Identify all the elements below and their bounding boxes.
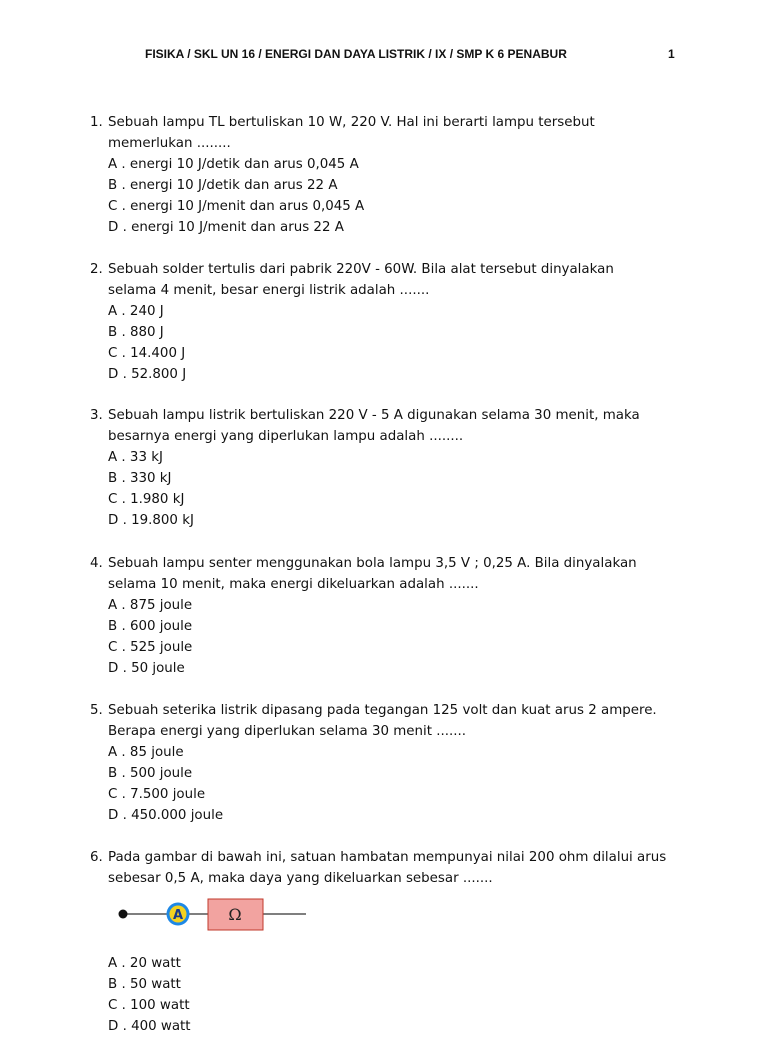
resistor-symbol: Ω — [228, 905, 242, 924]
option-d: D . 50 joule — [108, 661, 185, 676]
question-text-line-2: besarnya energi yang diperlukan lampu adalah ........ — [108, 429, 464, 444]
question-number: 2. — [90, 262, 103, 277]
question-3 — [90, 405, 678, 531]
option-a: A . 85 joule — [108, 745, 184, 760]
question-number: 1. — [90, 115, 103, 130]
option-c: C . energi 10 J/menit dan arus 0,045 A — [108, 199, 365, 214]
option-d: D . 450.000 joule — [108, 808, 224, 823]
question-text-line-1: Pada gambar di bawah ini, satuan hambatan mempunyai nilai 200 ohm dilalui arus — [108, 850, 667, 865]
page-number: 1 — [668, 47, 675, 61]
question-text-line-2: selama 4 menit, besar energi listrik adalah ....... — [108, 283, 430, 298]
question-number: 5. — [90, 703, 103, 718]
option-b: B . 880 J — [108, 325, 164, 340]
document-title: FISIKA / SKL UN 16 / ENERGI DAN DAYA LISTRIK / IX / SMP K 6 PENABUR — [145, 47, 567, 61]
question-1 — [90, 112, 678, 238]
question-number: 4. — [90, 556, 103, 571]
option-a: A . 875 joule — [108, 598, 193, 613]
option-b: B . 330 kJ — [108, 471, 172, 486]
question-stem — [90, 259, 678, 280]
option-c: C . 7.500 joule — [108, 787, 206, 802]
question-text-line-1: Sebuah solder tertulis dari pabrik 220V - 60W. Bila alat tersebut dinyalakan — [108, 262, 614, 277]
option-d: D . 52.800 J — [108, 367, 187, 382]
question-stem — [90, 700, 678, 721]
question-6 — [90, 847, 678, 889]
question-stem — [90, 553, 678, 574]
question-2 — [90, 259, 678, 385]
option-b: B . 500 joule — [108, 766, 193, 781]
question-stem — [90, 847, 678, 868]
question-number: 6. — [90, 850, 103, 865]
question-text-line-2: memerlukan ........ — [108, 136, 231, 151]
question-text-line-2: selama 10 menit, maka energi dikeluarkan adalah ....... — [108, 577, 479, 592]
option-a: A . 240 J — [108, 304, 164, 319]
question-text-line-1: Sebuah seterika listrik dipasang pada tegangan 125 volt dan kuat arus 2 ampere. — [108, 703, 657, 718]
question-6-options — [90, 953, 678, 1037]
option-a: A . 20 watt — [108, 956, 181, 971]
question-number: 3. — [90, 408, 103, 423]
option-d: D . energi 10 J/menit dan arus 22 A — [108, 220, 344, 235]
question-stem — [90, 405, 678, 426]
question-stem — [90, 112, 678, 133]
question-text-line-2: sebesar 0,5 A, maka daya yang dikeluarkan sebesar ....... — [108, 871, 493, 886]
question-text-line-1: Sebuah lampu senter menggunakan bola lampu 3,5 V ; 0,25 A. Bila dinyalakan — [108, 556, 637, 571]
option-a: A . energi 10 J/detik dan arus 0,045 A — [108, 157, 359, 172]
option-c: C . 1.980 kJ — [108, 492, 185, 507]
option-d: D . 19.800 kJ — [108, 513, 194, 528]
terminal-dot — [119, 910, 128, 919]
ammeter-symbol: A — [172, 908, 184, 923]
option-b: B . 600 joule — [108, 619, 193, 634]
question-text-line-1: Sebuah lampu listrik bertuliskan 220 V - 5 A digunakan selama 30 menit, maka — [108, 408, 640, 423]
question-5 — [90, 700, 678, 826]
question-text-line-2: Berapa energi yang diperlukan selama 30 menit ....... — [108, 724, 467, 739]
option-d: D . 400 watt — [108, 1019, 191, 1034]
page-header — [0, 47, 768, 65]
option-c: C . 100 watt — [108, 998, 190, 1013]
option-b: B . energi 10 J/detik dan arus 22 A — [108, 178, 338, 193]
circuit-diagram — [116, 897, 316, 933]
question-text-line-1: Sebuah lampu TL bertuliskan 10 W, 220 V. Hal ini berarti lampu tersebut — [108, 115, 595, 130]
option-c: C . 525 joule — [108, 640, 193, 655]
question-4 — [90, 553, 678, 679]
option-a: A . 33 kJ — [108, 450, 163, 465]
option-c: C . 14.400 J — [108, 346, 186, 361]
option-b: B . 50 watt — [108, 977, 181, 992]
